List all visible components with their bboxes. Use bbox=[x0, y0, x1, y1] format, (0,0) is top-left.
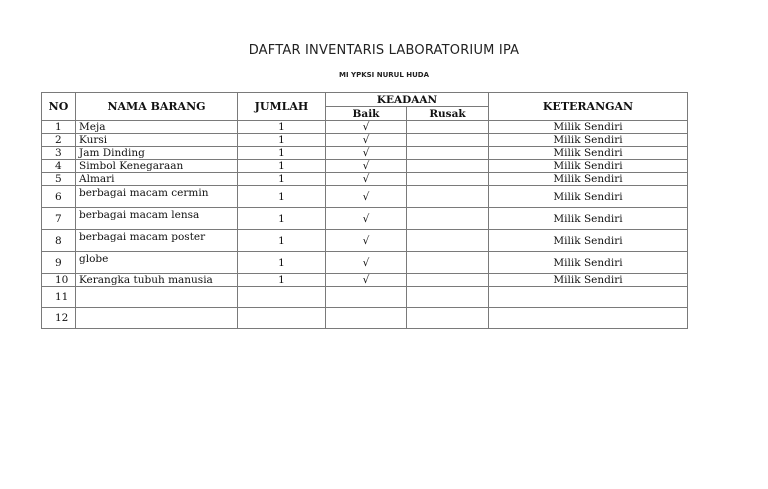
item-remark: Milik Sendiri bbox=[489, 208, 688, 230]
row-number: 10 bbox=[42, 274, 76, 287]
item-quantity: 1 bbox=[238, 186, 326, 208]
header-row bbox=[42, 93, 688, 107]
condition-good: √ bbox=[326, 186, 407, 208]
table-body bbox=[42, 121, 688, 329]
item-name: berbagai macam cermin bbox=[76, 186, 238, 208]
item-name bbox=[76, 287, 238, 308]
condition-damaged bbox=[407, 308, 489, 329]
condition-damaged bbox=[407, 274, 489, 287]
item-remark bbox=[489, 287, 688, 308]
condition-good: √ bbox=[326, 173, 407, 186]
table-row bbox=[42, 160, 688, 173]
condition-damaged bbox=[407, 134, 489, 147]
item-name: berbagai macam lensa bbox=[76, 208, 238, 230]
item-name: Kerangka tubuh manusia bbox=[76, 274, 238, 287]
condition-good bbox=[326, 287, 407, 308]
document-title: DAFTAR INVENTARIS LABORATORIUM IPA bbox=[248, 43, 520, 58]
condition-good: √ bbox=[326, 134, 407, 147]
item-name: Meja bbox=[76, 121, 238, 134]
item-name: Almari bbox=[76, 173, 238, 186]
item-name: globe bbox=[76, 252, 238, 274]
item-name: Jam Dinding bbox=[76, 147, 238, 160]
item-quantity bbox=[238, 287, 326, 308]
item-remark: Milik Sendiri bbox=[489, 252, 688, 274]
table-row bbox=[42, 308, 688, 329]
table-row bbox=[42, 287, 688, 308]
item-quantity: 1 bbox=[238, 274, 326, 287]
condition-damaged bbox=[407, 147, 489, 160]
table-row bbox=[42, 147, 688, 160]
row-number: 5 bbox=[42, 173, 76, 186]
item-quantity: 1 bbox=[238, 230, 326, 252]
table-row bbox=[42, 208, 688, 230]
item-name: Simbol Kenegaraan bbox=[76, 160, 238, 173]
condition-good bbox=[326, 308, 407, 329]
table-row bbox=[42, 252, 688, 274]
condition-damaged bbox=[407, 186, 489, 208]
row-number: 4 bbox=[42, 160, 76, 173]
header-keadaan: KEADAAN bbox=[326, 93, 489, 107]
item-quantity: 1 bbox=[238, 160, 326, 173]
inventory-table bbox=[41, 92, 688, 329]
item-remark: Milik Sendiri bbox=[489, 186, 688, 208]
header-no: NO bbox=[42, 93, 76, 121]
row-number: 9 bbox=[42, 252, 76, 274]
condition-damaged bbox=[407, 287, 489, 308]
item-remark: Milik Sendiri bbox=[489, 160, 688, 173]
item-quantity: 1 bbox=[238, 147, 326, 160]
condition-damaged bbox=[407, 252, 489, 274]
condition-good: √ bbox=[326, 160, 407, 173]
table-row bbox=[42, 274, 688, 287]
condition-good: √ bbox=[326, 147, 407, 160]
item-remark: Milik Sendiri bbox=[489, 173, 688, 186]
item-quantity bbox=[238, 308, 326, 329]
header-nama-barang: NAMA BARANG bbox=[76, 93, 238, 121]
item-remark: Milik Sendiri bbox=[489, 121, 688, 134]
condition-damaged bbox=[407, 173, 489, 186]
item-remark: Milik Sendiri bbox=[489, 274, 688, 287]
item-name: Kursi bbox=[76, 134, 238, 147]
table-row bbox=[42, 186, 688, 208]
row-number: 1 bbox=[42, 121, 76, 134]
school-name: MI YPKSI NURUL HUDA bbox=[339, 71, 429, 79]
item-quantity: 1 bbox=[238, 134, 326, 147]
condition-good: √ bbox=[326, 208, 407, 230]
item-quantity: 1 bbox=[238, 173, 326, 186]
row-number: 6 bbox=[42, 186, 76, 208]
condition-damaged bbox=[407, 230, 489, 252]
condition-good: √ bbox=[326, 230, 407, 252]
row-number: 12 bbox=[42, 308, 76, 329]
header-keterangan: KETERANGAN bbox=[489, 93, 688, 121]
row-number: 8 bbox=[42, 230, 76, 252]
row-number: 7 bbox=[42, 208, 76, 230]
condition-good: √ bbox=[326, 274, 407, 287]
table-row bbox=[42, 173, 688, 186]
header-rusak: Rusak bbox=[407, 107, 489, 121]
table-row bbox=[42, 230, 688, 252]
row-number: 2 bbox=[42, 134, 76, 147]
item-remark bbox=[489, 308, 688, 329]
header-jumlah: JUMLAH bbox=[238, 93, 326, 121]
header-baik: Baik bbox=[326, 107, 407, 121]
item-remark: Milik Sendiri bbox=[489, 134, 688, 147]
table-row bbox=[42, 121, 688, 134]
condition-damaged bbox=[407, 121, 489, 134]
item-name: berbagai macam poster bbox=[76, 230, 238, 252]
condition-damaged bbox=[407, 160, 489, 173]
condition-damaged bbox=[407, 208, 489, 230]
item-quantity: 1 bbox=[238, 121, 326, 134]
condition-good: √ bbox=[326, 252, 407, 274]
item-quantity: 1 bbox=[238, 252, 326, 274]
table-header bbox=[42, 93, 688, 121]
item-quantity: 1 bbox=[238, 208, 326, 230]
item-remark: Milik Sendiri bbox=[489, 147, 688, 160]
row-number: 3 bbox=[42, 147, 76, 160]
condition-good: √ bbox=[326, 121, 407, 134]
item-name bbox=[76, 308, 238, 329]
row-number: 11 bbox=[42, 287, 76, 308]
item-remark: Milik Sendiri bbox=[489, 230, 688, 252]
table-row bbox=[42, 134, 688, 147]
